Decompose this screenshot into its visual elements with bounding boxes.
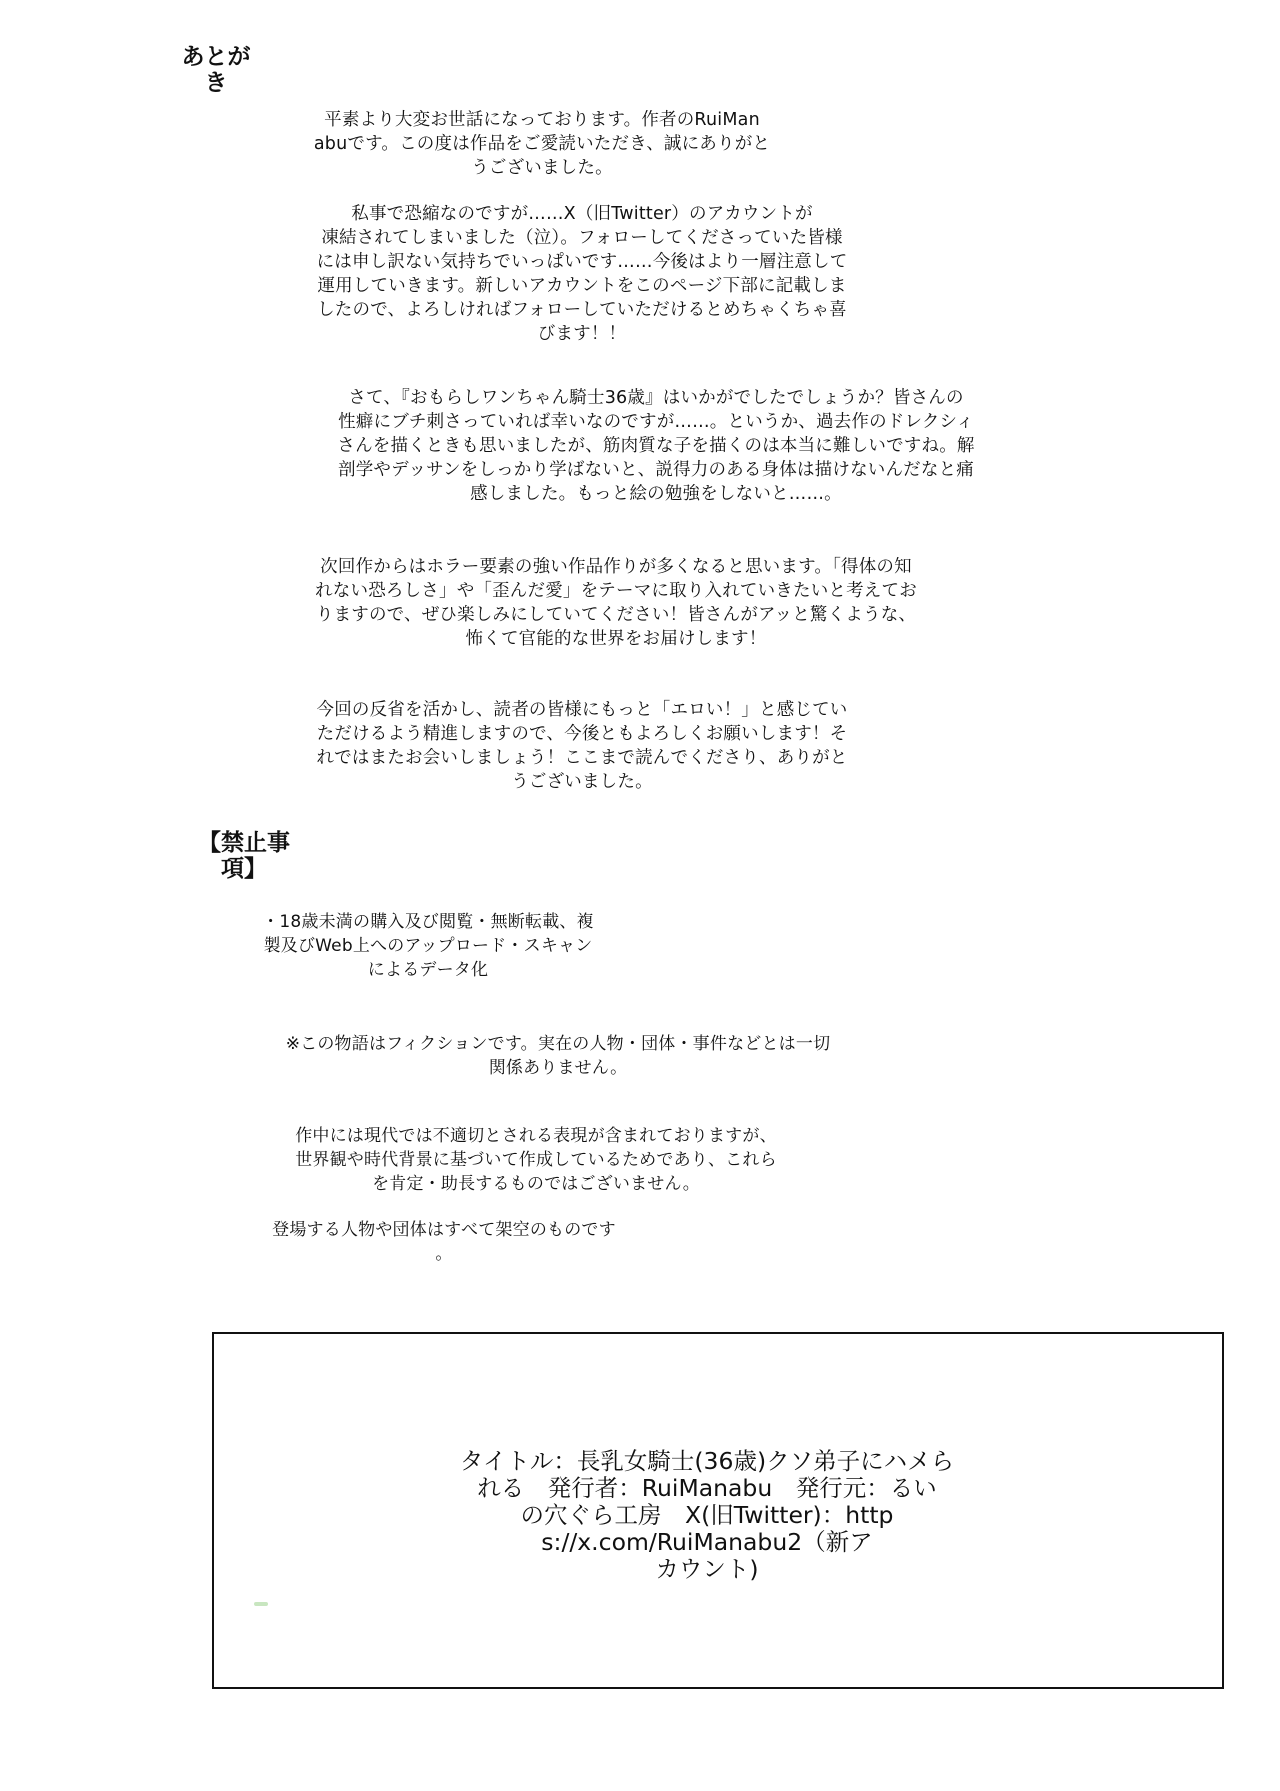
fictional-characters-notice: 登場する人物や団体はすべて架空のものです 。: [272, 1220, 616, 1264]
fiction-notice: ※この物語はフィクションです。実在の人物・団体・事件などとは一切 関係ありません。: [285, 1034, 831, 1078]
afterword-heading: あとが き: [181, 44, 251, 96]
colophon-text: タイトル：長乳女騎士(36歳)クソ弟子にハメら れる 発行者：RuiManabu 発行元：るい の穴ぐら工房 X(旧Twitter)：http s://x.com/RuiManabu2（新ア カウント): [459, 1447, 955, 1583]
afterword-paragraph-2: 私事で恐縮なのですが……X（旧Twitter）のアカウントが 凍結されてしまいました（泣）。フォローしてくださっていた皆様 には申し訳ない気持ちでいっぱいです……今後はより一層注意して 運用していきます。新しいアカウントをこのページ下部に記載しま したので、よろしければフォローしていただけるとめちゃくちゃ喜 びます！！: [316, 204, 848, 344]
afterword-paragraph-1: 平素より大変お世話になっております。作者のRuiMan abuです。この度は作品をご愛読いただき、誠にありがと うございました。: [313, 110, 771, 178]
prohibited-heading: 【禁止事 項】: [198, 830, 290, 882]
speck-mark: [254, 1602, 268, 1606]
colophon-box: [212, 1332, 1224, 1689]
afterword-paragraph-5: 今回の反省を活かし、読者の皆様にもっと「エロい！」と感じてい ただけるよう精進しますので、今後ともよろしくお願いします！そ れではまたお会いしましょう！ここまで読んでくださり、ありがと うございました。: [316, 700, 848, 792]
afterword-paragraph-3: さて、『おもらしワンちゃん騎士36歳』はいかがでしたでしょうか？皆さんの 性癖にブチ刺さっていれば幸いなのですが……。というか、過去作のドレクシィ さんを描くときも思いましたが、筋肉質な子を描くのは本当に難しいですね。解 剖学やデッサンをしっかり学ばないと、説得力のある身体は描けないんだなと痛 感しました。もっと絵の勉強をしないと……。: [337, 388, 975, 504]
afterword-paragraph-4: 次回作からはホラー要素の強い作品作りが多くなると思います。「得体の知 れない恐ろしさ」や「歪んだ愛」をテーマに取り入れていきたいと考えてお りますので、ぜひ楽しみにしていてください！皆さんがアッと驚くような、 怖くて官能的な世界をお届けします！: [315, 557, 917, 649]
prohibited-item-age: ・18歳未満の購入及び閲覧・無断転載、複 製及びWeb上へのアップロード・スキャン によるデータ化: [262, 912, 594, 980]
expression-notice: 作中には現代では不適切とされる表現が含まれておりますが、 世界観や時代背景に基づいて作成しているためであり、これら を肯定・助長するものではございません。: [295, 1126, 777, 1194]
